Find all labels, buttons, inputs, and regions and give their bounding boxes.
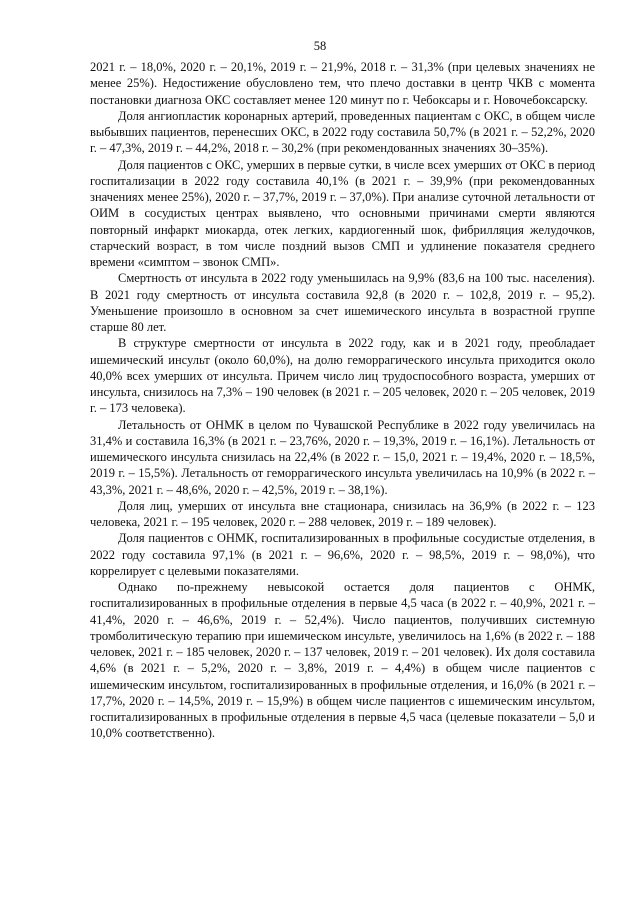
paragraph: Однако по-прежнему невысокой остается доля пациентов с ОНМК, госпитализированных в профильные отделения в первые 4,5 часа (в 2022 г. – 40,9%, 2021 г. – 41,4%, 2020 г. – 46,6%, 2019 г. – 52,4%). Число пациентов, получивших системную тромболитическую терапию при ишемическом инсульте, увеличилось на 1,6% (в 2022 г. – 188 человек, 2021 г. – 185 человек, 2020 г. – 137 человек, 2019 г. – 201 человек). Их доля составила 4,6% (в 2021 г. – 5,2%, 2020 г. – 3,8%, 2019 г. – 4,4%) в общем числе пациентов с ишемическим инсультом, госпитализированных в профильные отделения, и 16,0% (в 2021 г. – 17,7%, 2020 г. – 14,5%, 2019 г. – 15,9%) в общем числе пациентов с ишемическим инсультом, госпитализированных в профильные отделения в первые 4,5 часа (целевые показатели – 5,0 и 10,0% соответственно). [90,580,595,741]
paragraph: Доля пациентов с ОКС, умерших в первые сутки, в числе всех умерших от ОКС в период госпитализации в 2022 году составила 40,1% (в 2021 г. – 39,9% (при рекомендованных значениях менее 25%), 2020 г. – 37,7%, 2019 г. – 37,0%). При анализе суточной летальности от ОИМ в сосудистых центрах выявлено, что основными причинами смерти являются повторный инфаркт миокарда, отек легких, кардиогенный шок, фибрилляция желудочков, старческий возраст, в том числе поздний вызов СМП и удлинение показателя среднего времени «симптом – звонок СМП». [90,157,595,269]
paragraph: Летальность от ОНМК в целом по Чувашской Республике в 2022 году увеличилась на 31,4% и составила 16,3% (в 2021 г. – 23,76%, 2020 г. – 19,3%, 2019 г. – 16,1%). Летальность от ишемического инсульта снизилась на 22,4% (в 2022 г. – 15,0, 2021 г. – 19,4%, 2020 г. – 18,5%, 2019 г. – 15,5%). Летальность от геморрагического инсульта увеличилась на 10,9% (в 2022 г. – 43,3%, 2021 г. – 48,6%, 2020 г. – 42,5%, 2019 г. – 38,1%). [90,417,595,497]
paragraph: 2021 г. – 18,0%, 2020 г. – 20,1%, 2019 г. – 21,9%, 2018 г. – 31,3% (при целевых значениях не менее 25%). Недостижение обусловлено тем, что плечо доставки в центр ЧКВ с момента постановки диагноза ОКС составляет менее 120 минут по г. Чебоксары и г. Новочебоксарску. [90,60,595,107]
paragraph: Доля ангиопластик коронарных артерий, проведенных пациентам с ОКС, в общем числе выбывших пациентов, перенесших ОКС, в 2022 году составила 50,7% (в 2021 г. – 52,2%, 2020 г. – 47,3%, 2019 г. – 44,2%, 2018 г. – 30,2% (при рекомендованных значениях 30–35%). [90,108,595,156]
paragraph: В структуре смертности от инсульта в 2022 году, как и в 2021 году, преобладает ишемический инсульт (около 60,0%), на долю геморрагического инсульта приходится около 40,0% всех умерших от инсульта. Причем число лиц трудоспособного возраста, умерших от инсульта, снизилось на 7,3% – 190 человек (в 2021 г. – 205 человек, 2020 г. – 205 человек, 2019 г. – 173 человека). [90,336,595,416]
page-number: 58 [313,39,327,53]
paragraph: Смертность от инсульта в 2022 году уменьшилась на 9,9% (83,6 на 100 тыс. населения). В 2021 году смертность от инсульта составила 92,8 (в 2020 г. – 102,8, 2019 г. – 95,2). Уменьшение произошло в основном за счет ишемического инсульта в возрастной группе старше 80 лет. [90,271,595,334]
paragraph: Доля лиц, умерших от инсульта вне стационара, снизилась на 36,9% (в 2022 г. – 123 человека, 2021 г. – 195 человек, 2020 г. – 288 человек, 2019 г. – 189 человек). [90,498,595,529]
paragraph: Доля пациентов с ОНМК, госпитализированных в профильные сосудистые отделения, в 2022 году составила 97,1% (в 2021 г. – 96,6%, 2020 г. – 98,5%, 2019 г. – 98,0%), что коррелирует с целевыми показателями. [90,531,595,578]
body-text [90,59,595,742]
